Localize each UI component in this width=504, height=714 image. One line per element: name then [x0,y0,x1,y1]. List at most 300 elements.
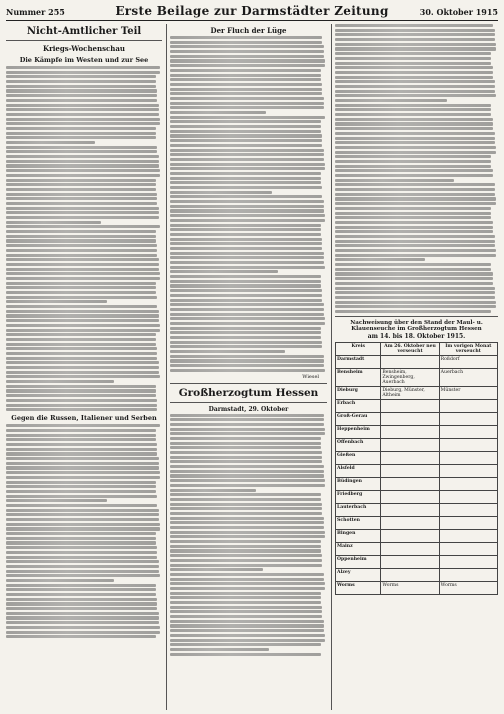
text-line [335,118,493,121]
table-cell [381,465,439,478]
table-cell: Roßdorf [439,356,497,369]
text-line [6,104,159,107]
text-line [6,343,156,346]
table-cell [439,491,497,504]
column-2 [170,24,327,710]
text-line [170,331,321,334]
text-line [6,570,159,573]
text-line [335,272,493,275]
text-line [6,108,159,111]
table-cell: Dieburg [336,387,381,400]
table-cell [439,426,497,439]
table-cell [381,517,439,530]
text-line [170,69,321,72]
table-cell [381,556,439,569]
text-line [6,263,159,266]
text-line [170,167,325,170]
text-line [335,146,496,149]
text-line [335,165,491,168]
text-line [6,324,160,327]
text-line [170,205,324,208]
text-line [6,385,156,388]
text-line [335,268,491,271]
text-line [170,233,321,236]
table-title: Nachweisung über den Stand der Maul- u. Klauenseuche im Großherzogtum Hessen [350,320,483,333]
text-line [335,240,495,243]
text-line [170,549,321,552]
text-line [6,66,160,69]
text-line [170,195,322,198]
table-cell [381,356,439,369]
table-cell: Lauterbach [336,504,381,517]
text-line [170,428,325,431]
column-rule [331,24,332,710]
text-line [335,310,491,313]
table-cell [381,478,439,491]
table-cell: Groß-Gerau [336,413,381,426]
text-line [170,289,322,292]
text-line [170,36,322,39]
text-line [170,517,324,520]
text-line [6,122,160,125]
text-line [335,71,493,74]
text-line [170,451,322,454]
text-line [170,437,321,440]
column-1 [6,24,162,710]
text-line [170,470,324,473]
text-line [6,118,160,121]
text-line [170,418,324,421]
text-line [6,254,157,257]
text-line [6,75,156,78]
text-line [170,252,324,255]
text-line [6,235,156,238]
text-line [170,303,324,306]
text-line [170,474,324,477]
text-line [170,45,324,48]
text-line [335,254,496,257]
table-row [336,400,498,413]
text-line [170,238,322,241]
text-line [170,540,321,543]
text-line [170,228,321,231]
text-line [6,94,157,97]
table-row [336,517,498,530]
text-line [6,193,157,196]
text-line [6,408,157,411]
text-line [170,620,324,623]
table-cell [439,465,497,478]
column-rule [166,24,167,710]
masthead [6,4,498,21]
text-line [170,214,325,217]
text-line [170,493,321,496]
text-line [170,423,324,426]
text-line [6,89,157,92]
text-line [170,172,321,175]
text-line [6,523,160,526]
text-line [170,587,325,590]
text-line [170,261,324,264]
text-line [6,277,160,280]
text-line [335,108,491,111]
text-line [6,202,157,205]
text-line [6,85,156,88]
text-line [335,122,493,125]
text-line [170,275,321,278]
text-line [6,399,157,402]
text-line [170,341,322,344]
text-line [6,310,159,313]
newspaper-page [6,4,498,710]
text-line [170,59,325,62]
table-cell: Bensheim [336,369,381,387]
table-cell [381,543,439,556]
text-line [170,158,324,161]
text-line [335,197,496,200]
article-heading: Kriegs-Wochenschau [42,44,125,53]
text-line [6,579,114,582]
text-line [335,113,491,116]
text-line [170,308,324,311]
table-cell [381,530,439,543]
table-cell [439,556,497,569]
text-line [170,186,322,189]
table-cell [439,413,497,426]
text-line [6,443,157,446]
text-line [6,99,157,102]
text-line [170,489,256,492]
text-line [170,624,324,627]
text-line [170,432,325,435]
text-line [6,504,157,507]
table-cell [439,530,497,543]
text-line [170,615,322,618]
text-line [6,249,157,252]
text-line [335,249,496,252]
table-header: Am 26. Oktober neu verseucht [381,343,439,356]
table-row [336,530,498,543]
text-line [6,424,160,427]
text-line [170,55,324,58]
text-line [6,499,107,502]
text-line [6,457,159,460]
text-line [335,183,495,186]
text-line [335,179,454,182]
text-line [170,535,325,538]
text-line [170,606,322,609]
text-line [170,144,322,147]
text-line [335,132,495,135]
text-line [6,291,156,294]
text-line [335,99,447,102]
text-line [335,193,495,196]
text-line [170,592,321,595]
text-line [170,336,321,339]
text-line [170,573,324,576]
table-cell: Worms [381,582,439,595]
text-line [170,568,263,571]
text-line [6,239,156,242]
text-line [335,141,495,144]
text-line [170,369,325,372]
text-line [6,560,159,563]
text-line [170,92,322,95]
text-line [170,578,324,581]
text-line [170,256,324,259]
text-line [170,125,321,128]
article-body [6,424,162,638]
text-line [170,484,325,487]
text-line [170,653,321,656]
text-line [6,616,159,619]
text-line [6,296,157,299]
text-line [170,322,325,325]
text-line [6,389,156,392]
text-line [170,460,322,463]
text-line [6,626,160,629]
table-row [336,543,498,556]
table-cell [439,543,497,556]
text-line [170,88,322,91]
text-line [6,509,159,512]
text-line [6,621,159,624]
table-row [336,356,498,369]
text-line [6,471,160,474]
text-line [6,481,156,484]
text-line [6,127,156,130]
text-line [170,643,321,646]
text-line [6,71,160,74]
table-row [336,465,498,478]
text-line [6,513,159,516]
text-line [170,531,325,534]
text-line [6,136,156,139]
table-cell [439,439,497,452]
section-title: Nicht-Amtlicher Teil [26,26,142,37]
table-cell [439,569,497,582]
text-line [170,97,324,100]
text-line [170,177,321,180]
text-line [335,76,493,79]
table-row [336,439,498,452]
text-line [170,106,324,109]
text-line [335,104,491,107]
article-body [335,24,498,313]
text-line [335,33,495,36]
table-row [336,582,498,595]
text-line [6,462,159,465]
table-row [336,478,498,491]
text-line [170,634,325,637]
text-line [335,160,491,163]
text-line [6,551,157,554]
text-line [6,466,159,469]
text-line [6,565,159,568]
text-line [170,247,322,250]
text-line [170,629,324,632]
text-line [335,221,493,224]
table-cell: Friedberg [336,491,381,504]
text-line [170,50,324,53]
text-line [6,80,156,83]
text-line [6,207,159,210]
table-cell: Mainz [336,543,381,556]
text-line [6,216,159,219]
article-heading: Der Fluch der Lüge [210,26,287,35]
text-line [170,149,324,152]
text-line [6,197,157,200]
text-line [170,120,321,123]
text-line [6,272,160,275]
column-3 [335,24,498,710]
text-line [335,94,496,97]
text-line [170,280,321,283]
text-line [6,258,159,261]
text-line [335,216,491,219]
text-line [335,207,491,210]
article-body [170,414,327,656]
text-line [6,404,157,407]
text-line [170,359,324,362]
text-line [6,537,156,540]
text-line [6,375,160,378]
text-line [170,266,325,269]
text-line [170,355,324,358]
text-line [170,610,322,613]
text-line [6,150,157,153]
text-line [6,286,156,289]
text-line [6,333,156,336]
text-line [335,212,491,215]
text-line [6,452,157,455]
text-line [335,62,491,65]
table-cell: Darmstadt [336,356,381,369]
text-line [335,57,491,60]
text-line [335,47,496,50]
text-line [6,357,157,360]
text-line [6,183,156,186]
text-line [170,526,324,529]
table-cell [439,504,497,517]
text-line [6,347,157,350]
text-line [6,169,160,172]
text-line [335,301,496,304]
table-cell: Gießen [336,452,381,465]
table-header: Im vorigen Monat verseucht [439,343,497,356]
text-line [335,85,495,88]
article-body [170,36,327,372]
issue-number: Nummer 255 [6,7,65,17]
section-title: Großherzogtum Hessen [178,386,319,399]
text-line [170,559,322,562]
text-line [6,155,159,158]
text-line [170,83,322,86]
text-line [335,155,491,158]
text-line [335,29,495,32]
table-row [336,413,498,426]
table-cell [381,569,439,582]
text-line [6,221,101,224]
text-line [170,191,272,194]
table-cell: Erbach [336,400,381,413]
table-cell: Heppenheim [336,426,381,439]
table-row [336,387,498,400]
table-cell: Offenbach [336,439,381,452]
text-line [170,224,321,227]
table-cell [381,413,439,426]
text-line [6,631,160,634]
text-line [6,188,156,191]
table-cell [381,426,439,439]
text-line [170,507,322,510]
text-line [6,438,156,441]
text-line [170,111,266,114]
text-line [335,244,495,247]
text-line [6,602,157,605]
text-line [6,584,156,587]
text-line [335,90,495,93]
text-line [170,242,322,245]
table-cell: Worms [439,582,497,595]
text-line [335,230,493,233]
table-cell: Worms [336,582,381,595]
text-line [170,601,321,604]
text-line [6,300,107,303]
text-line [6,588,156,591]
text-line [6,319,159,322]
text-line [335,169,493,172]
text-line [6,429,156,432]
table-cell: Alsfeld [336,465,381,478]
table-cell [381,452,439,465]
table-row [336,569,498,582]
table-row [336,426,498,439]
table-cell [381,491,439,504]
issue-date: 30. Oktober 1915 [419,7,498,17]
text-line [170,294,322,297]
text-line [6,556,157,559]
table-cell: Bingen [336,530,381,543]
table-cell [381,400,439,413]
text-line [6,211,159,214]
text-line [170,345,322,348]
text-line [335,291,495,294]
text-line [170,465,324,468]
text-line [170,130,321,133]
text-line [6,361,159,364]
text-line [335,151,496,154]
text-line [170,456,322,459]
text-line [6,371,159,374]
text-line [335,174,493,177]
text-line [170,521,324,524]
text-line [6,527,160,530]
text-line [170,503,322,506]
text-line [170,219,325,222]
table-cell: Schotten [336,517,381,530]
text-line [335,226,493,229]
text-line [170,442,321,445]
text-line [335,127,493,130]
dateline: Darmstadt, 29. Oktober [208,405,289,413]
table-cell: Bensheim, Zwingenberg, Auerbach [381,369,439,387]
text-line [6,141,95,144]
text-line [6,541,156,544]
text-line [170,102,324,105]
table-cell [439,478,497,491]
text-line [335,137,495,140]
